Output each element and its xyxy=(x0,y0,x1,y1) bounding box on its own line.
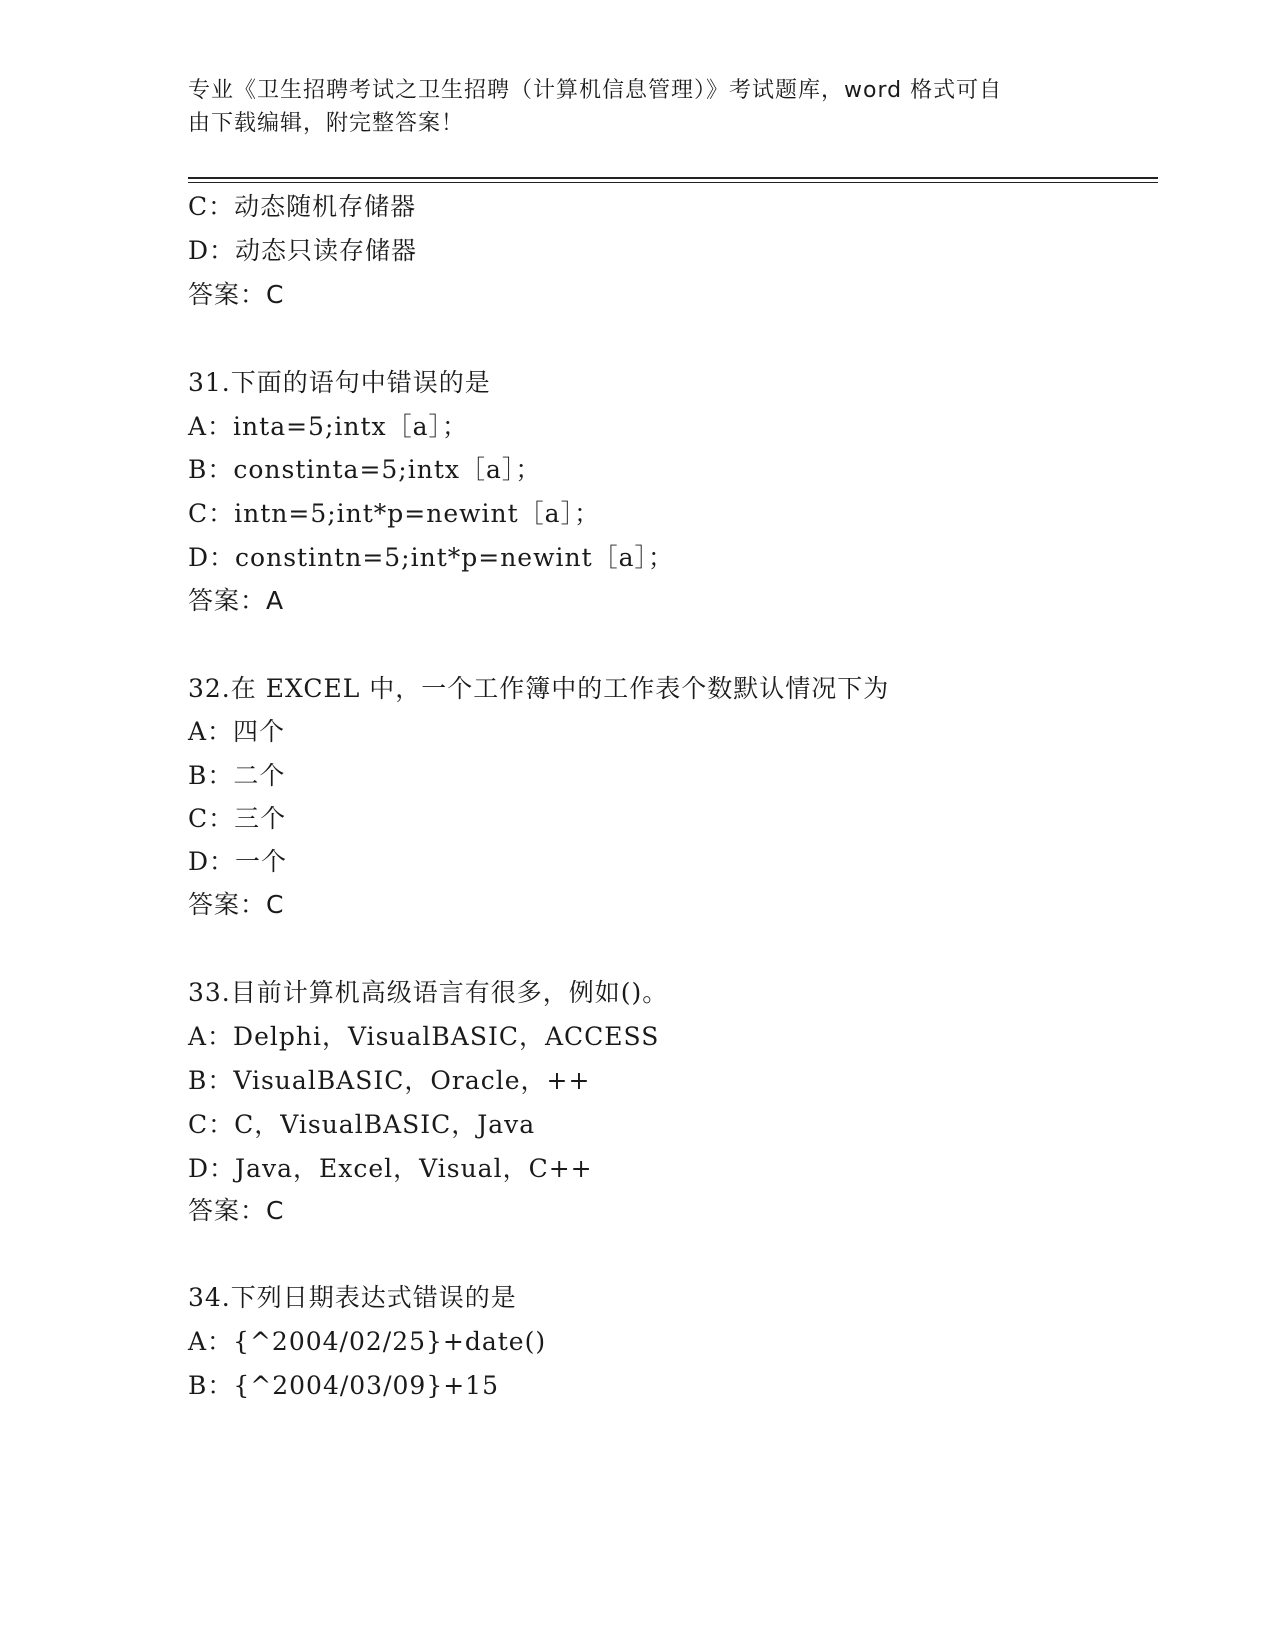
q33-question: 33.目前计算机高级语言有很多，例如()。 xyxy=(188,978,669,1007)
q31-option-a: A：inta=5;intx［a］； xyxy=(188,412,469,441)
document-header xyxy=(188,74,1078,140)
q33-option-c: C：C，VisualBASIC，Java xyxy=(188,1110,536,1139)
header-line-2: 由下载编辑，附完整答案！ xyxy=(188,111,465,136)
header-divider-thin xyxy=(188,182,1158,183)
q33-option-d: D：Java，Excel，Visual，C++ xyxy=(188,1154,593,1183)
q34-question: 34.下列日期表达式错误的是 xyxy=(188,1283,517,1312)
q31-option-d: D：constintn=5;int*p=newint［a］； xyxy=(188,543,675,572)
q31-option-b: B：constinta=5;intx［a］； xyxy=(188,455,542,484)
q32-answer: 答案：C xyxy=(188,890,285,919)
header-line-1: 专业《卫生招聘考试之卫生招聘（计算机信息管理）》考试题库，word 格式可自 xyxy=(188,78,1003,103)
q30-answer: 答案：C xyxy=(188,280,285,309)
q32-option-b: B：二个 xyxy=(188,761,286,790)
q30-option-c: C：动态随机存储器 xyxy=(188,192,417,221)
q34-option-b: B：{^2004/03/09}+15 xyxy=(188,1371,499,1400)
q31-option-c: C：intn=5;int*p=newint［a］； xyxy=(188,499,601,528)
q31-answer: 答案：A xyxy=(188,586,285,615)
q34-option-a: A：{^2004/02/25}+date() xyxy=(188,1327,547,1356)
q32-option-c: C：三个 xyxy=(188,804,287,833)
q32-option-a: A：四个 xyxy=(188,717,286,746)
q31-question: 31.下面的语句中错误的是 xyxy=(188,368,491,397)
q32-question: 32.在 EXCEL 中，一个工作簿中的工作表个数默认情况下为 xyxy=(188,674,890,703)
q30-option-d: D：动态只读存储器 xyxy=(188,236,418,265)
q33-option-b: B：VisualBASIC，Oracle，++ xyxy=(188,1066,591,1095)
header-divider-thick xyxy=(188,177,1158,179)
q32-option-d: D：一个 xyxy=(188,847,288,876)
q33-answer: 答案：C xyxy=(188,1196,285,1225)
q33-option-a: A：Delphi，VisualBASIC，ACCESS xyxy=(188,1022,660,1051)
